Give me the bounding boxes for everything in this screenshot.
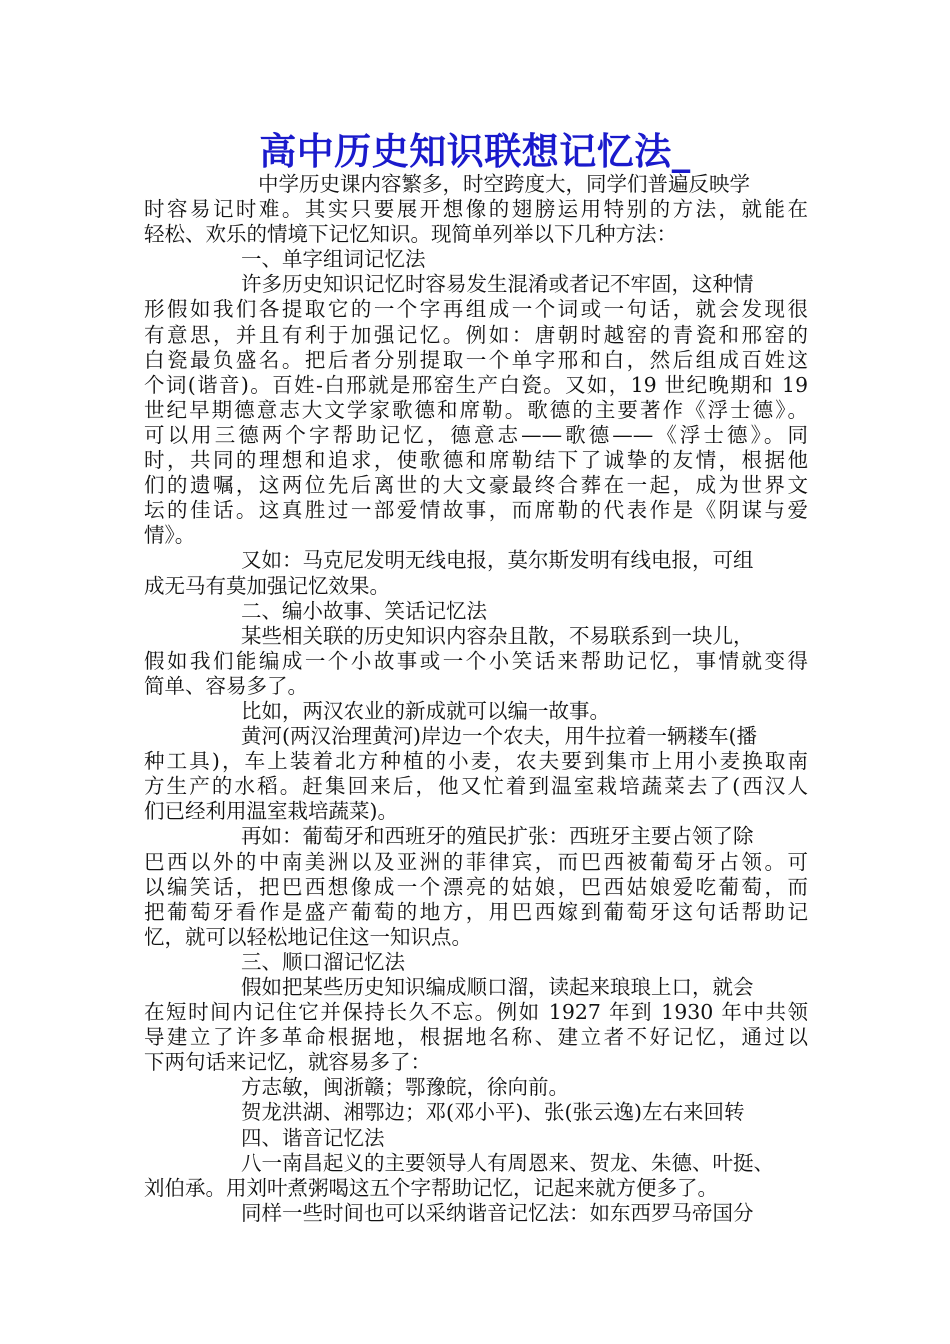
section-heading: 二、编小故事、笑话记忆法 bbox=[241, 598, 487, 623]
paragraph-line: 导建立了许多革命根据地，根据地名称、建立者不好记忆，通过以 bbox=[144, 1025, 808, 1050]
paragraph-line: 成无马有莫加强记忆效果。 bbox=[144, 573, 390, 598]
paragraph-line: 中学历史课内容繁多，时空跨度大，同学们普遍反映学 bbox=[258, 172, 750, 196]
section-heading: 四、谐音记忆法 bbox=[241, 1125, 385, 1150]
paragraph-line: 个词(谐音)。百姓-白邢就是邢窑生产白瓷。又如，19 世纪晚期和 19 bbox=[144, 372, 808, 397]
section-heading: 三、顺口溜记忆法 bbox=[241, 949, 405, 974]
paragraph-line: 时，共同的理想和追求，使歌德和席勒结下了诚挚的友情，根据他 bbox=[144, 448, 808, 473]
paragraph-line: 世纪早期德意志大文学家歌德和席勒。歌德的主要著作《浮士德》。 bbox=[144, 397, 808, 422]
paragraph-line: 在短时间内记住它并保持长久不忘。例如 1927 年到 1930 年中共领 bbox=[144, 1000, 808, 1025]
paragraph-line: 忆，就可以轻松地记住这一知识点。 bbox=[144, 924, 472, 949]
paragraph-line: 简单、容易多了。 bbox=[144, 673, 308, 698]
paragraph-line: 白瓷最负盛名。把后者分别提取一个单字邢和白，然后组成百姓这 bbox=[144, 347, 808, 372]
paragraph-line: 方生产的水稻。赶集回来后，他又忙着到温室栽培蔬菜去了(西汉人 bbox=[144, 774, 808, 799]
paragraph-line: 同样一些时间也可以采纳谐音记忆法：如东西罗马帝国分 bbox=[241, 1200, 754, 1225]
document-title: 高中历史知识联想记忆法_ bbox=[259, 129, 691, 173]
paragraph-line: 时容易记时难。其实只要展开想像的翅膀运用特别的方法，就能在 bbox=[144, 197, 808, 222]
paragraph-line: 巴西以外的中南美洲以及亚洲的菲律宾，而巴西被葡萄牙占领。可 bbox=[144, 849, 808, 874]
paragraph-line: 们的遗嘱，这两位先后离世的大文豪最终合葬在一起，成为世界文 bbox=[144, 473, 808, 498]
paragraph-line: 又如：马克尼发明无线电报，莫尔斯发明有线电报，可组 bbox=[241, 548, 754, 573]
document-body bbox=[144, 172, 808, 1226]
paragraph-line: 黄河(两汉治理黄河)岸边一个农夫，用牛拉着一辆耧车(播 bbox=[241, 724, 757, 749]
paragraph-line: 可以用三德两个字帮助记忆，德意志——歌德——《浮士德》。同 bbox=[144, 422, 808, 447]
paragraph-line: 下两句话来记忆，就容易多了： bbox=[144, 1050, 431, 1075]
paragraph-line: 假如我们能编成一个小故事或一个小笑话来帮助记忆，事情就变得 bbox=[144, 648, 808, 673]
paragraph-line: 再如：葡萄牙和西班牙的殖民扩张：西班牙主要占领了除 bbox=[241, 824, 754, 849]
section-heading: 一、单字组词记忆法 bbox=[241, 247, 426, 272]
paragraph-line: 刘伯承。用刘叶煮粥喝这五个字帮助记忆，记起来就方便多了。 bbox=[144, 1175, 718, 1200]
paragraph-line: 轻松、欢乐的情境下记忆知识。现简单列举以下几种方法： bbox=[144, 222, 677, 247]
paragraph-line: 坛的佳话。这真胜过一部爱情故事，而席勒的代表作是《阴谋与爱 bbox=[144, 498, 808, 523]
paragraph-line: 种工具)，车上装着北方种植的小麦，农夫要到集市上用小麦换取南 bbox=[144, 749, 808, 774]
verse-line: 贺龙洪湖、湘鄂边；邓(邓小平)、张(张云逸)左右来回转 bbox=[241, 1100, 745, 1125]
paragraph-line: 假如把某些历史知识编成顺口溜，读起来琅琅上口，就会 bbox=[241, 975, 754, 999]
paragraph-line: 有意思，并且有利于加强记忆。例如：唐朝时越窑的青瓷和邢窑的 bbox=[144, 322, 808, 347]
paragraph-line: 许多历史知识记忆时容易发生混淆或者记不牢固，这种情 bbox=[241, 272, 754, 297]
paragraph-line: 把葡萄牙看作是盛产葡萄的地方，用巴西嫁到葡萄牙这句话帮助记 bbox=[144, 899, 808, 924]
paragraph-line: 八一南昌起义的主要领导人有周恩来、贺龙、朱德、叶挺、 bbox=[241, 1150, 774, 1175]
paragraph-line: 形假如我们各提取它的一个字再组成一个词或一句话，就会发现很 bbox=[144, 297, 808, 322]
paragraph-line: 以编笑话，把巴西想像成一个漂亮的姑娘，巴西姑娘爱吃葡萄，而 bbox=[144, 874, 808, 899]
paragraph-line: 比如，两汉农业的新成就可以编一故事。 bbox=[241, 698, 610, 723]
paragraph-line: 某些相关联的历史知识内容杂且散，不易联系到一块儿， bbox=[241, 623, 754, 648]
verse-line: 方志敏，闽浙赣；鄂豫皖，徐向前。 bbox=[241, 1075, 569, 1100]
paragraph-line: 们已经利用温室栽培蔬菜)。 bbox=[144, 799, 398, 824]
paragraph-line: 情》。 bbox=[144, 523, 196, 548]
